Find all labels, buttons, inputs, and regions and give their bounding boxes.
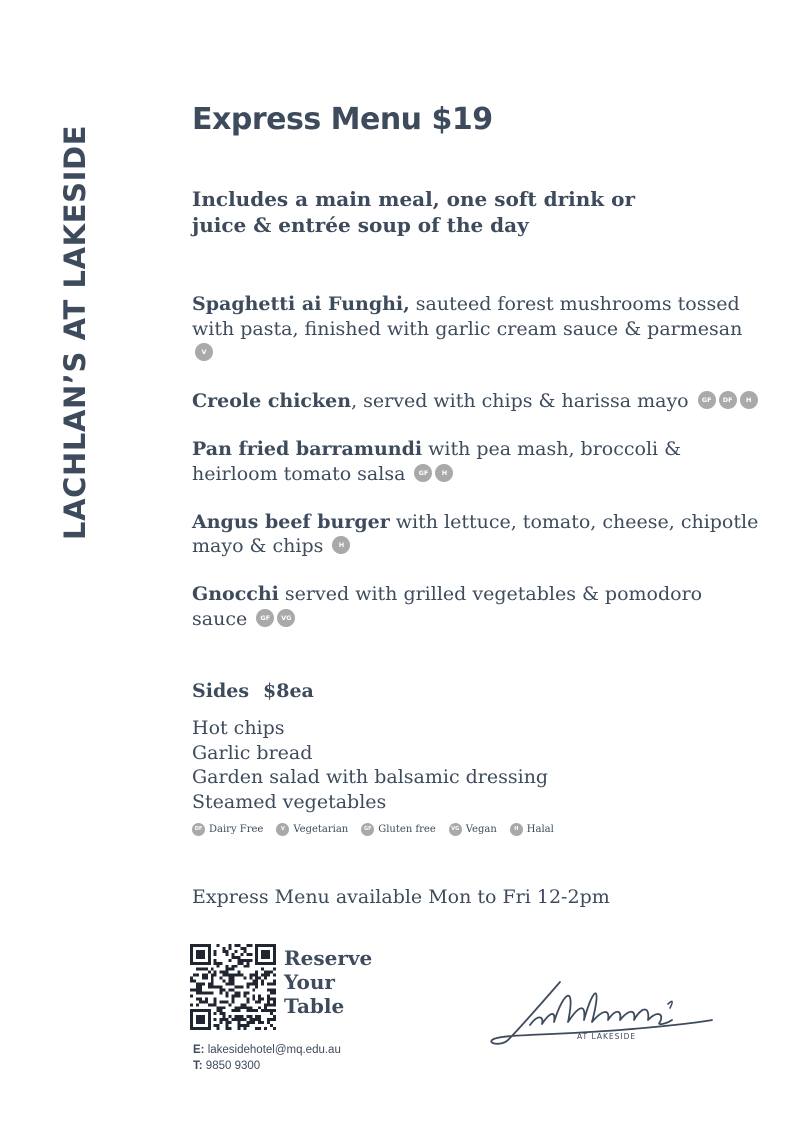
gluten-free-badge-icon: GF (414, 464, 432, 482)
sides-list (192, 716, 548, 814)
page-title: Express Menu $19 (192, 102, 493, 137)
side-item: Steamed vegetables (192, 790, 387, 813)
dish-name: Angus beef burger (192, 510, 390, 533)
vegan-badge-icon: VG (277, 609, 295, 627)
legend-label: Gluten free (378, 824, 436, 835)
vegetarian-badge-icon: V (195, 343, 213, 361)
halal-badge-icon: H (740, 391, 758, 409)
halal-badge-icon: H (435, 464, 453, 482)
dairy-free-badge-icon: DF (719, 391, 737, 409)
dish-item (192, 292, 762, 366)
legend-label: Vegetarian (293, 824, 349, 835)
dish-item (192, 582, 762, 631)
email-line (193, 1042, 341, 1058)
dish-name: Creole chicken (192, 390, 352, 412)
gluten-free-badge-icon: GF (256, 609, 274, 627)
sides-price: $8ea (263, 680, 314, 702)
vegetarian-badge-icon: V (276, 823, 289, 836)
halal-badge-icon: H (332, 536, 350, 554)
gluten-free-badge-icon: GF (698, 391, 716, 409)
menu-subtitle: Includes a main meal, one soft drink or juice & entrée soup of the day (192, 187, 635, 237)
side-item: Garden salad with balsamic dressing (192, 766, 549, 788)
phone-number: 9850 9300 (205, 1060, 261, 1072)
dish-description: with lettuce, tomato, cheese, chipotle mayo & chips (192, 510, 759, 557)
reserve-line: Table (284, 994, 345, 1018)
legend-item (192, 823, 263, 836)
dish-list (192, 292, 762, 655)
gluten-free-badge-icon: GF (361, 823, 374, 836)
dietary-legend (192, 823, 567, 836)
dish-name: Pan fried barramundi (192, 438, 423, 460)
reserve-table-link[interactable] (284, 946, 372, 1018)
legend-label: Vegan (465, 824, 497, 835)
reserve-line: Your (284, 970, 335, 994)
legend-item (510, 823, 554, 836)
legend-label: Dairy Free (209, 824, 264, 835)
dish-description: , served with chips & harissa mayo (351, 390, 689, 412)
dish-description: with pea mash, broccoli & heirloom tomato salsa (192, 438, 682, 485)
availability-note: Express Menu available Mon to Fri 12-2pm (192, 886, 610, 908)
legend-item (449, 823, 497, 836)
dish-item (192, 510, 762, 559)
dairy-free-badge-icon: DF (192, 823, 205, 836)
phone-line (193, 1058, 341, 1074)
legend-item (276, 823, 348, 836)
reserve-line: Reserve (284, 946, 373, 970)
vegan-badge-icon: VG (449, 823, 462, 836)
email-link[interactable]: lakesidehotel@mq.edu.au (207, 1044, 341, 1056)
phone-label: T: (193, 1060, 203, 1072)
logo-subtitle: AT LAKESIDE (577, 1032, 637, 1041)
dish-item (192, 389, 762, 414)
dish-name: Spaghetti ai Funghi, (192, 293, 410, 315)
halal-badge-icon: H (510, 823, 523, 836)
legend-item (361, 823, 436, 836)
sides-label: Sides (192, 680, 250, 702)
qr-code-icon[interactable] (190, 944, 276, 1030)
side-item: Hot chips (192, 717, 285, 739)
sides-heading (192, 680, 314, 702)
dish-description: served with grilled vegetables & pomodoro sauce (192, 583, 703, 630)
dish-description: sauteed forest mushrooms tossed with pasta, finished with garlic cream sauce & parmesan (192, 293, 743, 340)
dish-item (192, 437, 762, 486)
contact-info (193, 1042, 341, 1074)
legend-label: Halal (526, 824, 554, 835)
dish-name: Gnocchi (192, 583, 279, 605)
side-item: Garlic bread (192, 741, 313, 764)
email-label: E: (193, 1044, 205, 1056)
